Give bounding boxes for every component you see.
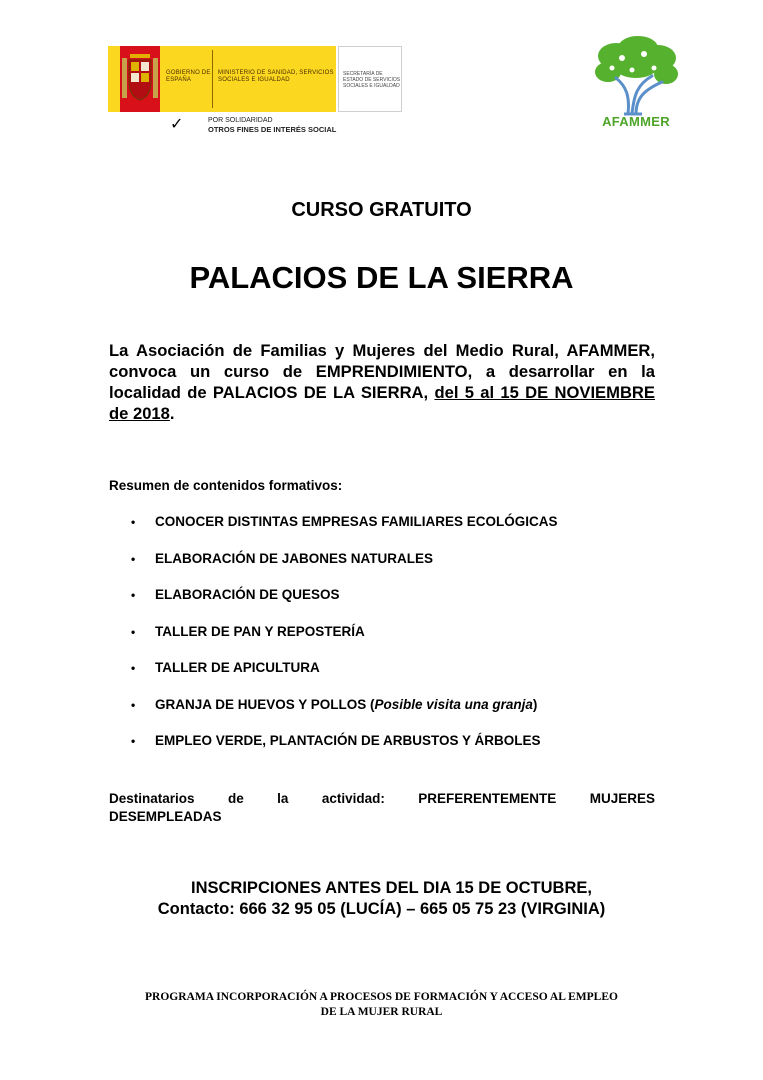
list-item — [109, 656, 669, 693]
logo-stripe — [108, 46, 120, 112]
bullet-icon: • — [131, 551, 136, 566]
topic-list — [109, 510, 669, 766]
footer-program — [100, 990, 663, 1020]
intro-text: La Asociación de Familias y Mujeres del Medio Rural, AFAMMER, convoca un curso de EMPRENDIMIENTO, a desarrollar en la localidad de PALACIOS DE LA SIERRA, — [109, 341, 655, 402]
target-line2: DESEMPLEADAS — [109, 809, 222, 824]
topic-text: ELABORACIÓN DE QUESOS — [155, 587, 340, 602]
afammer-logo — [592, 34, 680, 132]
bullet-icon: • — [131, 624, 136, 639]
secretaria-box — [338, 46, 402, 112]
topic-text-close: ) — [532, 696, 538, 712]
topic-text: TALLER DE APICULTURA — [155, 660, 320, 675]
coat-of-arms-icon — [120, 52, 160, 106]
bullet-icon: • — [131, 588, 136, 602]
solidaridad-line1: POR SOLIDARIDAD — [208, 117, 273, 124]
target-word: la — [277, 791, 289, 806]
target-word: Destinatarios — [109, 791, 195, 806]
bullet-icon: • — [131, 515, 136, 529]
intro-paragraph — [109, 340, 655, 424]
tree-icon — [592, 34, 680, 116]
footer-line1: PROGRAMA INCORPORACIÓN A PROCESOS DE FORMACIÓN Y ACCESO AL EMPLEO — [145, 991, 618, 1003]
bullet-icon: • — [131, 661, 136, 675]
intro-end: . — [169, 404, 175, 423]
checkmark-icon: ✓ — [170, 116, 184, 133]
list-item — [109, 693, 669, 730]
list-item — [109, 620, 669, 657]
course-type-heading: CURSO GRATUITO — [291, 199, 472, 221]
registration-deadline: INSCRIPCIONES ANTES DEL DIA 15 DE OCTUBRE, — [191, 879, 592, 897]
target-word: actividad: — [321, 791, 385, 806]
target-word: de — [227, 791, 244, 806]
footer-line2: DE LA MUJER RURAL — [320, 1006, 443, 1018]
page-title: PALACIOS DE LA SIERRA — [189, 260, 574, 295]
solidaridad-line2: OTROS FINES DE INTERÉS SOCIAL — [208, 125, 337, 134]
secretaria-text: SECRETARÍA DE ESTADO DE SERVICIOS SOCIALES E IGUALDAD — [343, 71, 401, 89]
list-item — [109, 547, 669, 584]
topic-text: GRANJA DE HUEVOS Y POLLOS ( — [155, 696, 375, 712]
target-word: MUJERES — [589, 791, 655, 806]
gobierno-text: GOBIERNO DE ESPAÑA — [166, 70, 211, 83]
topic-text: TALLER DE PAN Y REPOSTERÍA — [155, 623, 365, 639]
topic-text: EMPLEO VERDE, PLANTACIÓN DE ARBUSTOS Y ÁRBOLES — [155, 733, 541, 748]
course-dates: del 5 al 15 DE NOVIEMBRE de 2018 — [109, 383, 655, 423]
topic-text: ELABORACIÓN DE JABONES NATURALES — [155, 550, 434, 566]
summary-label: Resumen de contenidos formativos: — [109, 478, 343, 493]
ministerio-text: MINISTERIO DE SANIDAD, SERVICIOS SOCIALES E IGUALDAD — [218, 70, 334, 83]
solidaridad-text — [208, 116, 336, 135]
government-logo — [108, 46, 402, 138]
target-word: PREFERENTEMENTE — [418, 791, 557, 806]
contact-info: Contacto: 666 32 95 05 (LUCÍA) – 665 05 75 23 (VIRGINIA) — [157, 900, 606, 918]
solidaridad-badge — [168, 114, 350, 136]
list-item — [109, 583, 669, 620]
afammer-label: AFAMMER — [602, 114, 670, 129]
list-item — [109, 729, 669, 766]
target-line1 — [109, 790, 655, 808]
topic-text: CONOCER DISTINTAS EMPRESAS FAMILIARES ECOLÓGICAS — [155, 514, 558, 529]
bullet-icon: • — [131, 697, 136, 712]
target-audience — [109, 790, 655, 826]
bullet-icon: • — [131, 734, 136, 748]
logo-divider — [212, 50, 213, 108]
list-item — [109, 510, 669, 547]
topic-note: Posible visita una granja — [374, 696, 533, 712]
